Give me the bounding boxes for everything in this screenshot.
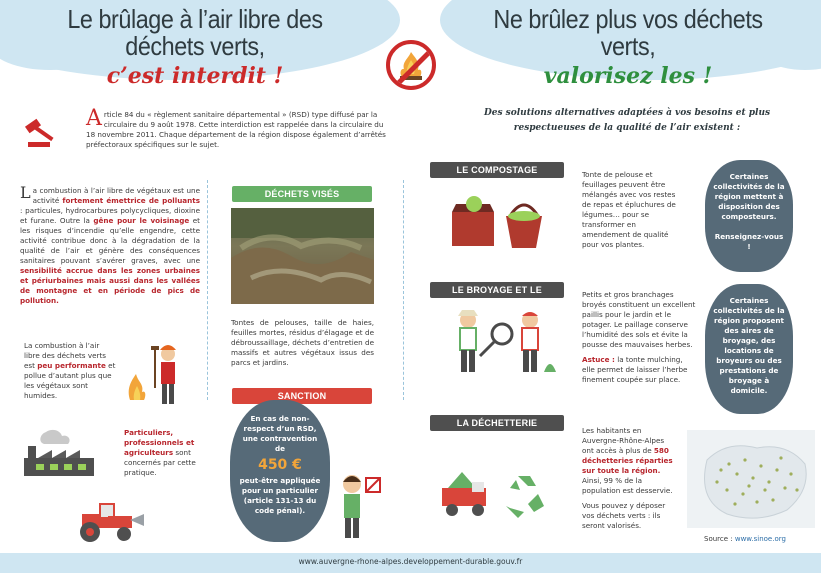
divider bbox=[207, 180, 211, 400]
broyage-tag: LE BROYAGE ET LE PAILLAGE bbox=[430, 282, 564, 298]
gardeners-illustration bbox=[444, 306, 560, 378]
dechets-vises-tag: DÉCHETS VISÉS bbox=[232, 186, 372, 202]
divider bbox=[403, 180, 407, 400]
no-fire-icon bbox=[386, 40, 436, 90]
text: : particules, hydrocarbures polycycliques, dioxine et furane. Outre la bbox=[20, 206, 200, 225]
header-right-line1: Ne brûlez plus vos déchets verts, bbox=[493, 4, 763, 62]
text: et pollue d’autant plus que les végétaux sont humides. bbox=[24, 361, 116, 400]
highlight: gêne pour le voisinage bbox=[93, 216, 190, 225]
highlight: sensibilité accrue dans les zones urbaines et périurbaines mais aussi dans les vallées de montagne et en période de pics de pollution. bbox=[20, 266, 200, 305]
sanction-bubble bbox=[230, 400, 330, 542]
header-right-line2: valorisez les ! bbox=[543, 62, 713, 89]
composteurs-bubble bbox=[705, 160, 793, 272]
footer-url[interactable]: www.auvergne-rhone-alpes.developpement-durable.gouv.fr bbox=[298, 557, 523, 566]
decheterie-text-2: Vous pouvez y déposer vos déchets verts : ils seront valorisés. bbox=[582, 501, 666, 530]
dechets-vises-text: Tontes de pelouses, taille de haies, feuilles mortes, résidus d’élagage et de débroussaillage, déchets d’entretien de massifs et autres végétaux issus des parcs et jardins. bbox=[231, 318, 374, 367]
gavel-icon bbox=[22, 112, 62, 150]
article-dropcap: A bbox=[86, 106, 102, 131]
highlight: 580 déchetteries réparties sur toute la région. bbox=[582, 446, 673, 475]
highlight: Particuliers, professionnels et agriculteurs bbox=[124, 428, 195, 457]
kid-with-sign-illustration bbox=[334, 470, 382, 544]
sanction-amount: 450 € bbox=[258, 457, 302, 473]
broyage-bubble-text: Certaines collectivités de la région proposent des aires de broyage, des locations de broyeurs ou des prestations de broyage à domicile. bbox=[713, 296, 785, 395]
broyage-text-block bbox=[582, 290, 696, 385]
compostage-tag: LE COMPOSTAGE INDIVIDUEL bbox=[430, 162, 564, 178]
text: Les habitants en Auvergne-Rhône-Alpes ont accès à plus de bbox=[582, 426, 665, 455]
text: a combustion à l’air libre de végétaux est une activité bbox=[32, 186, 200, 205]
combustion2-paragraph bbox=[24, 341, 116, 401]
truck-recycle-illustration bbox=[438, 468, 562, 524]
sanction-text-1: En cas de non-respect d’un RSD, une contravention de bbox=[242, 414, 318, 453]
solutions-subtitle: Des solutions alternatives adaptées à vos besoins et plus respectueuses de la qualité de l’air existent : bbox=[483, 108, 771, 133]
source-label: Source : bbox=[704, 535, 735, 543]
renseignez-vous-text: Renseignez-vous ! bbox=[714, 232, 784, 251]
composteurs-bubble-text: Certaines collectivités de la région mettent à disposition des composteurs. bbox=[713, 172, 785, 221]
decheteries-map bbox=[687, 430, 815, 528]
astuce-text bbox=[582, 355, 696, 385]
decheterie-tag: LA DÉCHETTERIE bbox=[430, 415, 564, 431]
broyage-text: Petits et gros branchages broyés constituent un excellent paillis pour le jardin et le potager. Le paillage conserve l’humidité des sols et évite la pousse des mauvaises herbes. bbox=[582, 290, 696, 349]
header-left-line2: c’est interdit ! bbox=[106, 62, 284, 89]
broyage-bubble bbox=[705, 284, 793, 414]
source-link[interactable]: www.sinoe.org bbox=[734, 535, 786, 543]
concerned-paragraph bbox=[124, 428, 204, 478]
highlight: peu performante bbox=[37, 361, 106, 370]
article-text-block bbox=[86, 106, 386, 150]
astuce-label: Astuce : bbox=[582, 355, 615, 364]
compost-text: Tonte de pelouse et feuillages peuvent être mélangés avec vos restes de repas et épluchures de légumes… pour se transformer en amendement de qualité pour vos plantes. bbox=[582, 170, 676, 249]
text: et les risques d’incendie qu’elle engendre, cette activité contribue donc à la dégradation de la qualité de l’air et génère des conséquences sanitaires pouvant s’avérer graves, avec une bbox=[20, 216, 200, 265]
map-source bbox=[704, 534, 814, 544]
header-left-title bbox=[10, 6, 380, 88]
header-right-title bbox=[448, 6, 808, 88]
tractor-icon bbox=[70, 500, 146, 544]
factory-icon bbox=[22, 428, 102, 482]
decheterie-text-block bbox=[582, 426, 678, 531]
text: Ainsi, 99 % de la population est desservie. bbox=[582, 476, 673, 495]
green-waste-photo bbox=[231, 208, 374, 304]
sanction-text-2: peut-être appliquée pour un particulier (article 131-13 du code pénal). bbox=[239, 476, 321, 515]
sanction-tag: SANCTION bbox=[232, 388, 372, 404]
article-text: rticle 84 du « règlement sanitaire départemental » (RSD) type diffusé par la circulaire du 9 août 1978. Cette interdiction est rappelée dans la circulaire du 18 novembre 2011. Chaque département de la région dispose également d’arrêtés préfectoraux spécifiques sur le sujet. bbox=[86, 110, 386, 149]
header-left-line1: Le brûlage à l’air libre des déchets verts, bbox=[67, 4, 323, 62]
fire-farmer-illustration bbox=[116, 340, 188, 410]
footer bbox=[0, 553, 821, 573]
text: La combustion à l’air libre des déchets verts est bbox=[24, 341, 107, 370]
compost-bins-illustration bbox=[448, 186, 548, 256]
highlight: fortement émettrice de polluants bbox=[62, 196, 200, 205]
combustion-paragraph bbox=[20, 183, 200, 306]
text: sont concernés par cette pratique. bbox=[124, 448, 196, 477]
combustion-dropcap: L bbox=[20, 183, 31, 202]
text: la tonte mulching, elle permet de laisser l’herbe finement coupée sur place. bbox=[582, 355, 688, 384]
